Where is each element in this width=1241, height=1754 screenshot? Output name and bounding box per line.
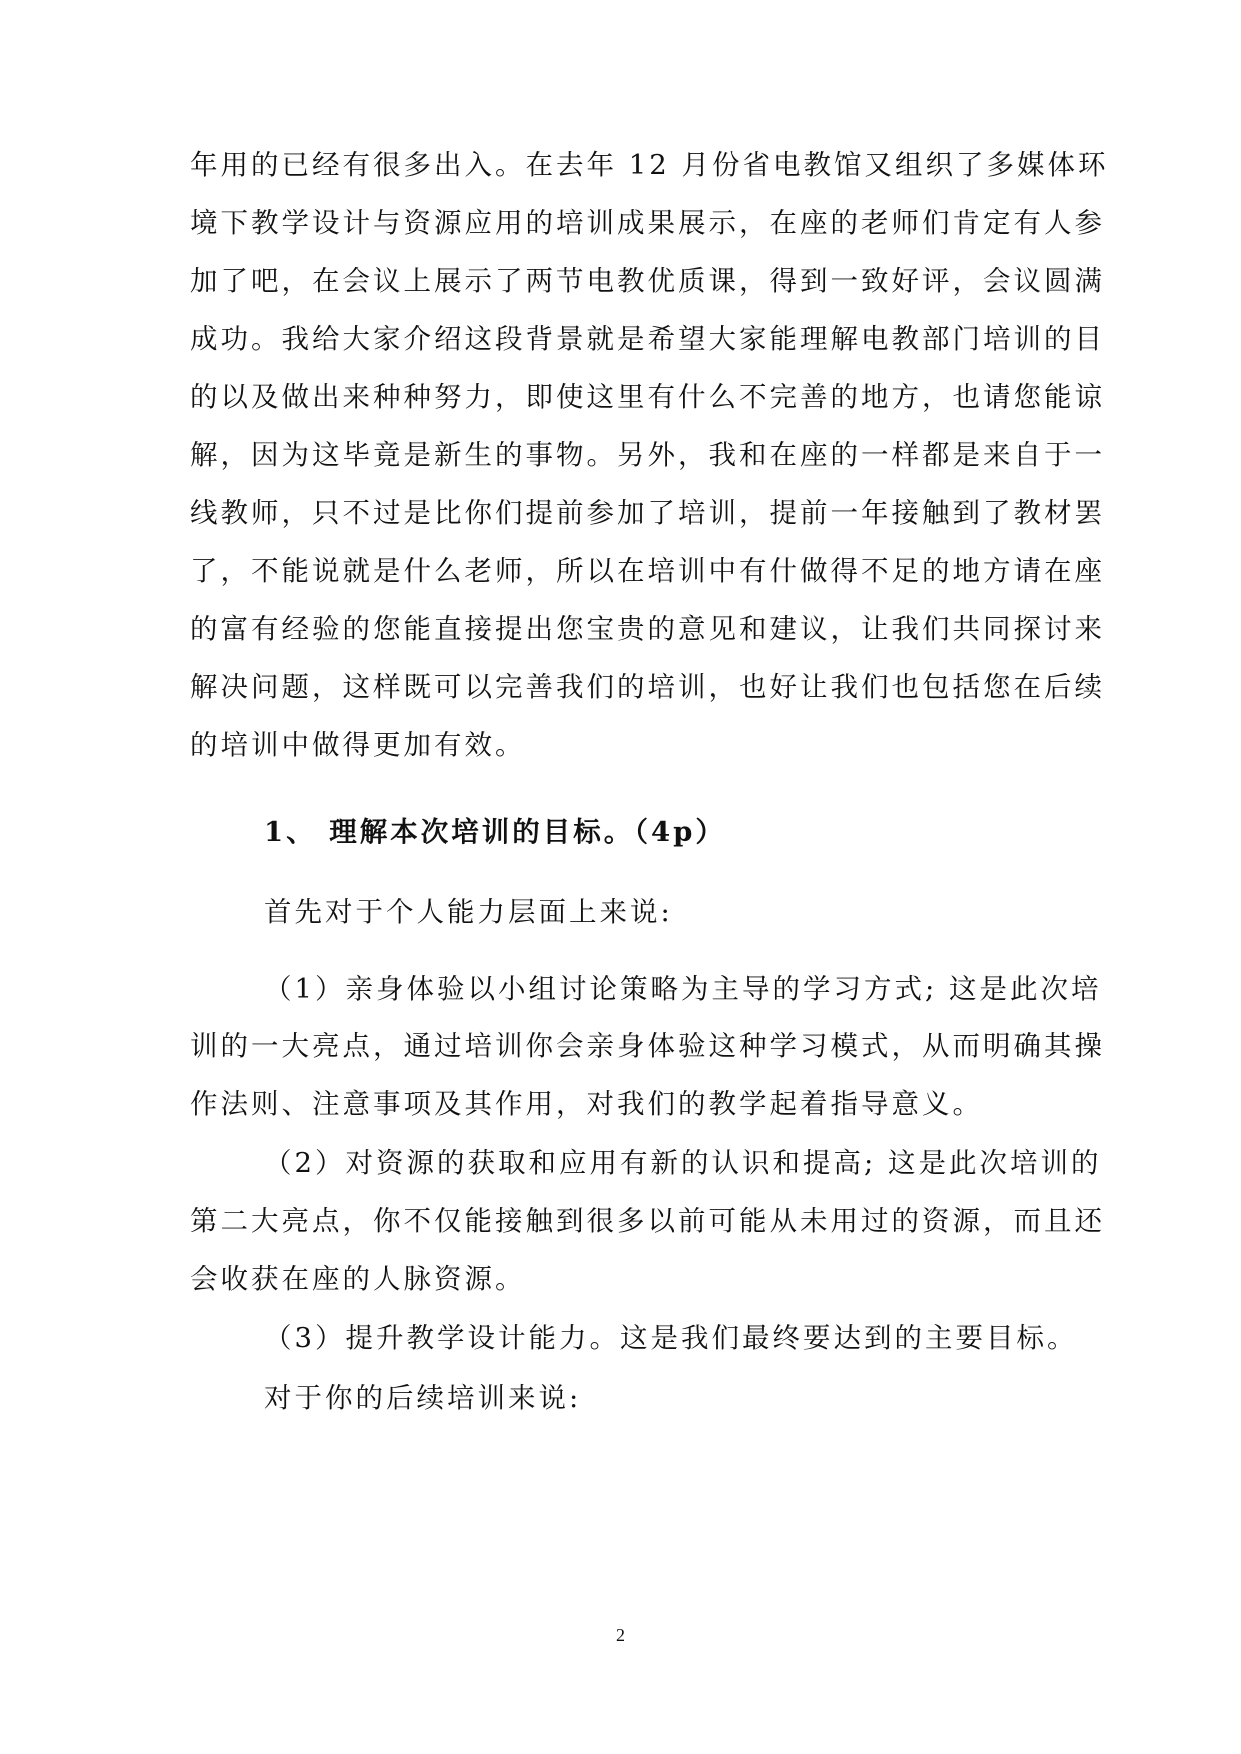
paragraph-line: 年用的已经有很多出入。在去年 12 月份省电教馆又组织了多媒体环 [190,149,1109,181]
section-heading: 1、 理解本次培训的目标。（4p） [264,816,726,848]
paragraph-line: 加了吧，在会议上展示了两节电教优质课，得到一致好评，会议圆满 [190,265,1105,297]
item2-line: 第二大亮点，你不仅能接触到很多以前可能从未用过的资源，而且还 [190,1205,1105,1237]
paragraph-line: 解决问题，这样既可以完善我们的培训，也好让我们也包括您在后续 [190,671,1105,703]
paragraph-line: 成功。我给大家介绍这段背景就是希望大家能理解电教部门培训的目 [190,323,1105,355]
paragraph-line: 的以及做出来种种努力，即使这里有什么不完善的地方，也请您能谅 [190,381,1105,413]
paragraph-line: 线教师，只不过是比你们提前参加了培训，提前一年接触到了教材罢 [190,497,1105,529]
paragraph-line: 的富有经验的您能直接提出您宝贵的意见和建议，让我们共同探讨来 [190,613,1105,645]
paragraph-line: 的培训中做得更加有效。 [190,729,526,761]
item2-line: （2）对资源的获取和应用有新的认识和提高; 这是此次培训的 [264,1147,1102,1179]
paragraph-line: 境下教学设计与资源应用的培训成果展示，在座的老师们肯定有人参 [190,207,1105,239]
item1-line: （1）亲身体验以小组讨论策略为主导的学习方式; 这是此次培 [264,973,1102,1005]
item2-line: 会收获在座的人脉资源。 [190,1263,526,1295]
intro-line: 首先对于个人能力层面上来说: [264,896,673,928]
item3-line: （3）提升教学设计能力。这是我们最终要达到的主要目标。 [264,1322,1078,1354]
item1-line: 训的一大亮点，通过培训你会亲身体验这种学习模式，从而明确其操 [190,1030,1105,1062]
page-number: 2 [616,1625,625,1645]
followup-line: 对于你的后续培训来说: [264,1382,582,1414]
paragraph-line: 了，不能说就是什么老师，所以在培训中有什做得不足的地方请在座 [190,555,1105,587]
paragraph-line: 解，因为这毕竟是新生的事物。另外，我和在座的一样都是来自于一 [190,439,1105,471]
item1-line: 作法则、注意事项及其作用，对我们的教学起着指导意义。 [190,1088,983,1120]
